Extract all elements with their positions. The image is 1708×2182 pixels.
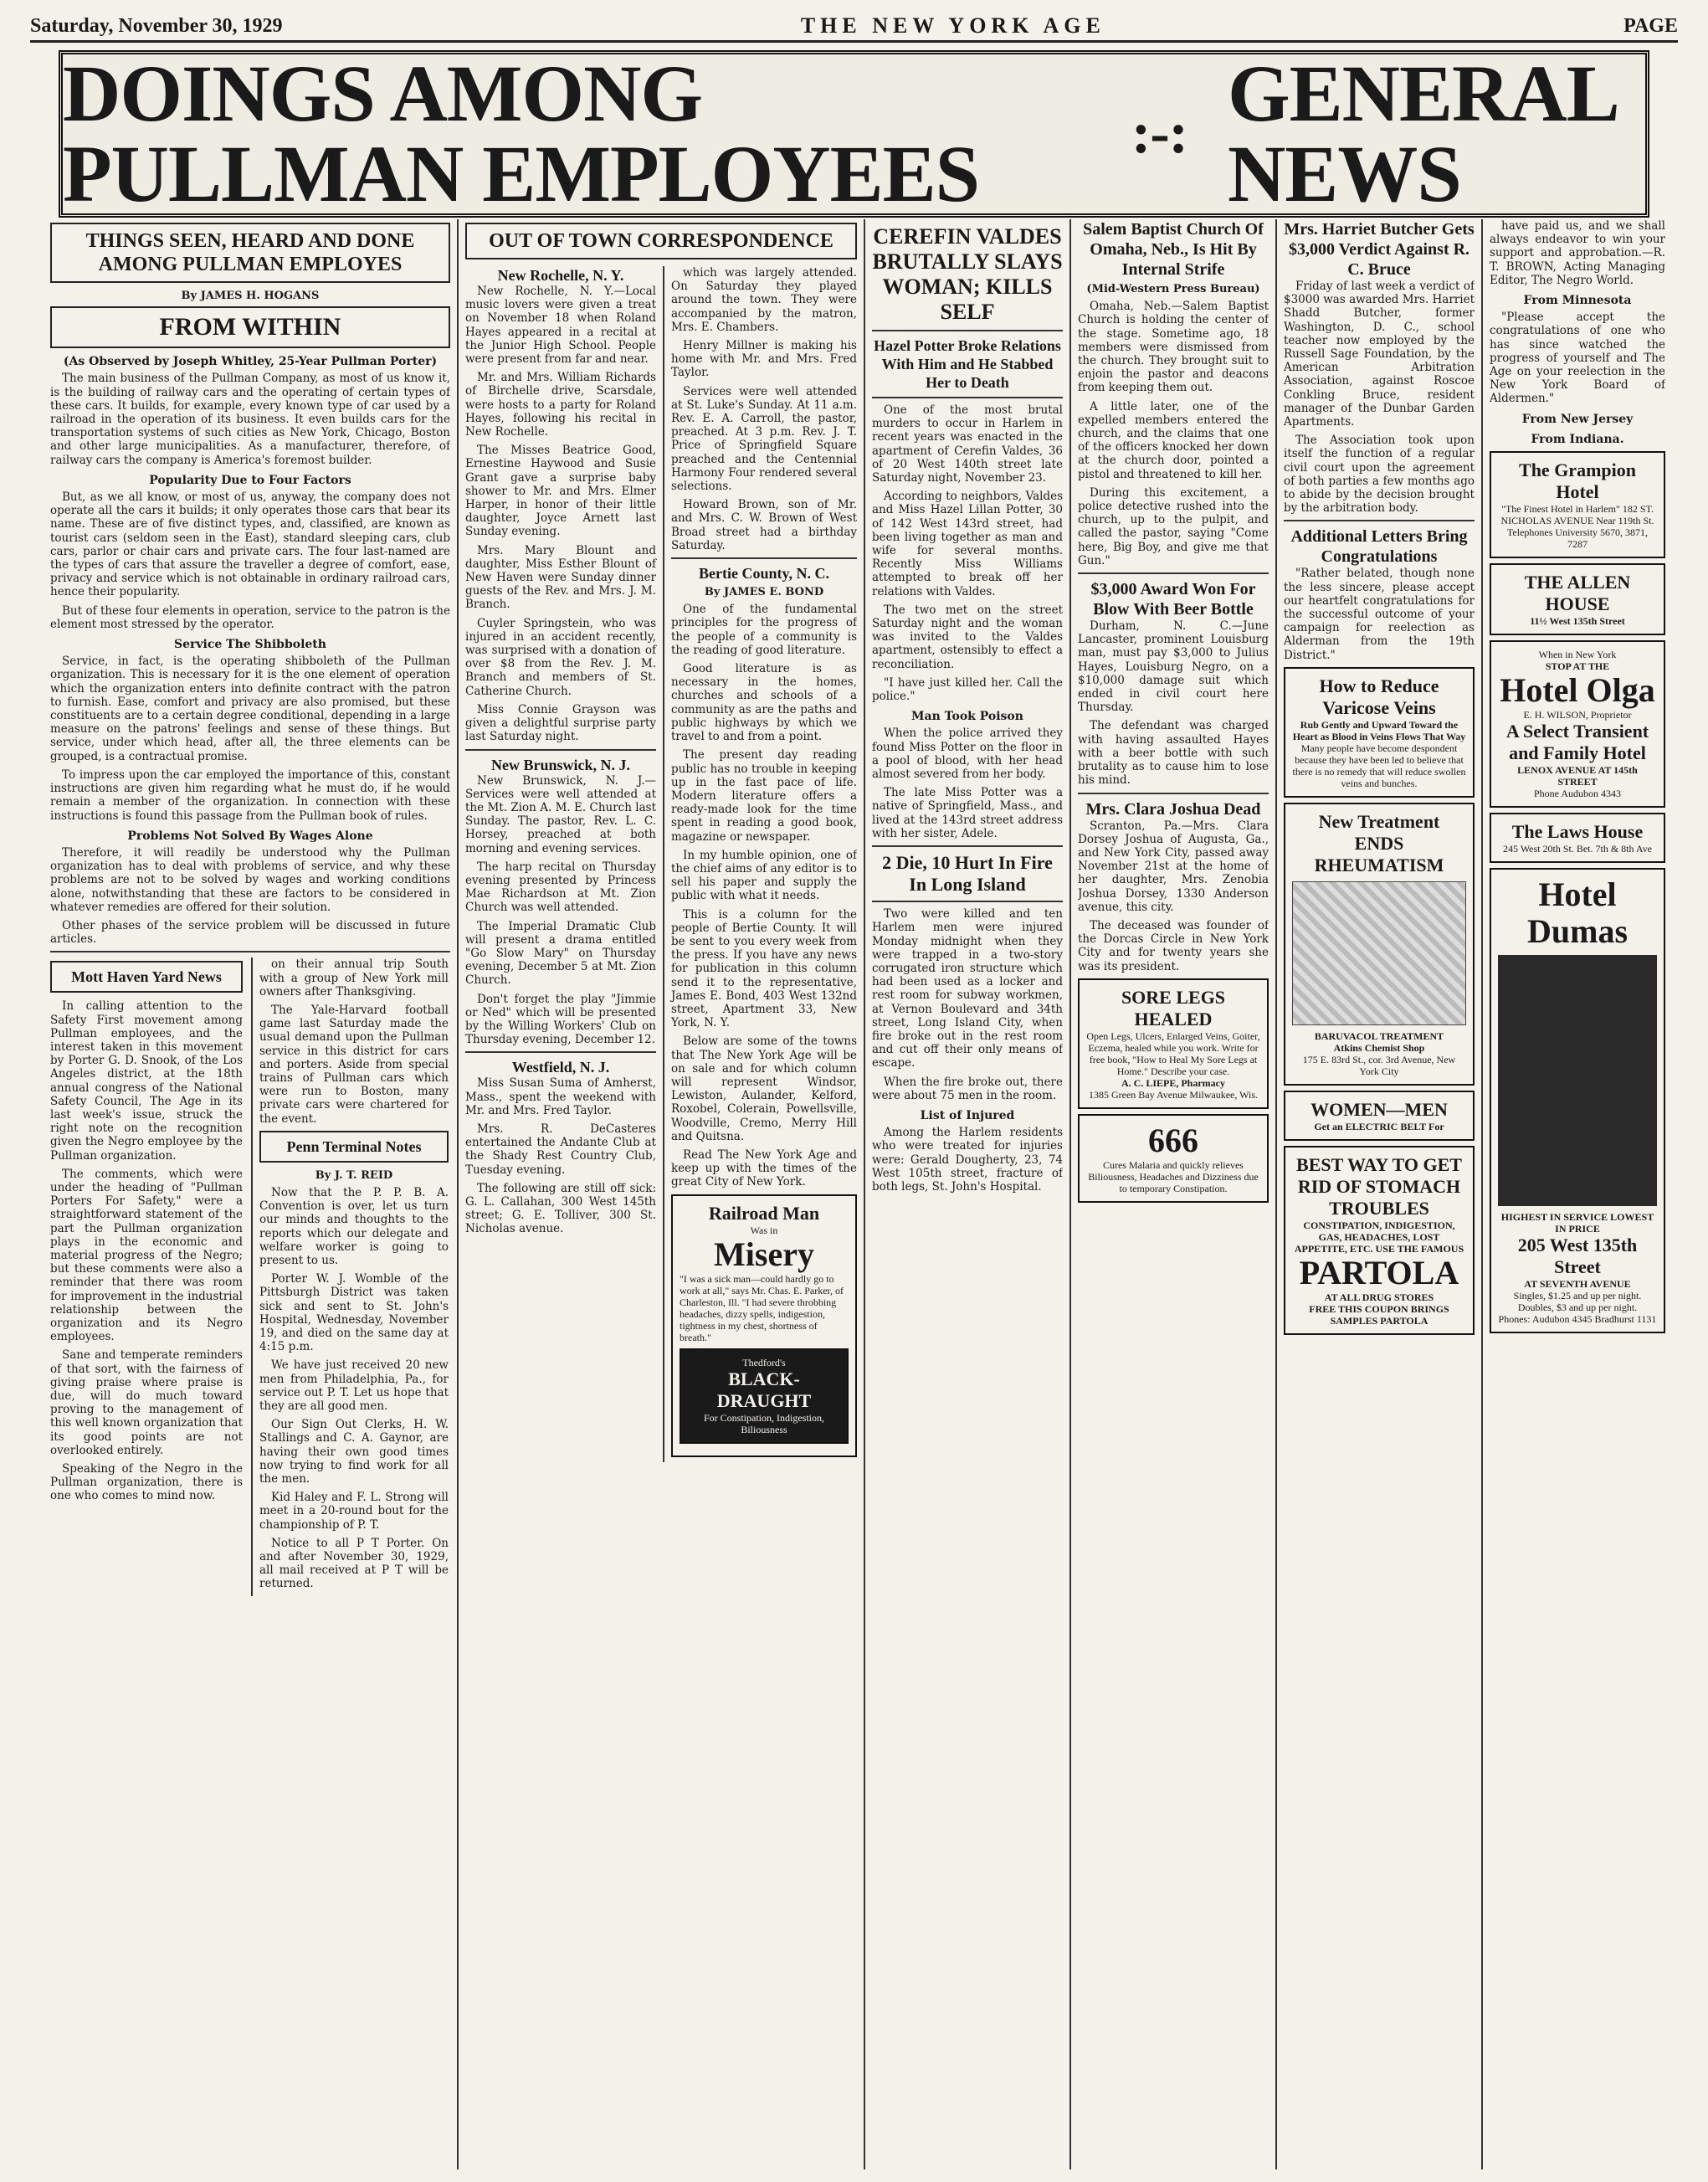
- ad-headline: New Treatment ENDS RHEUMATISM: [1314, 810, 1444, 875]
- article-paragraph: The two met on the street Saturday night and the woman was invited to the Valdes apartment, ostensibly to effect a reconciliation.: [872, 603, 1063, 671]
- new-brunswick-headline: New Brunswick, N. J.: [490, 756, 630, 773]
- column-rule: [457, 219, 459, 2169]
- paper-name: THE NEW YORK AGE: [800, 13, 1105, 38]
- ad-headline: How to Reduce Varicose Veins: [1319, 675, 1439, 718]
- ad-brand-name: Hotel Dumas: [1526, 875, 1628, 951]
- column-pullman: [50, 219, 450, 2169]
- ad-address: 175 E. 83rd St., cor. 3rd Avenue, New York City: [1302, 1053, 1456, 1077]
- mott-haven-headline: Mott Haven Yard News: [71, 968, 222, 986]
- page-banner: [59, 50, 1649, 218]
- article-paragraph: Howard Brown, son of Mr. and Mrs. C. W. Brown of West Broad street had a birthday Saturday.: [671, 498, 857, 552]
- black-draught-ad: [671, 1194, 857, 1457]
- article-paragraph: In my humble opinion, one of the chief aims of any editor is to sell his paper and supply the public with what it needs.: [671, 848, 857, 903]
- article-paragraph: Miss Susan Suma of Amherst, Mass., spent the weekend with Mr. and Mrs. Fred Taylor.: [465, 1076, 656, 1117]
- ad-number: 666: [1148, 1121, 1198, 1159]
- ad-subhead: CONSTIPATION, INDIGESTION, GAS, HEADACHES, LOST APPETITE, ETC. USE THE FAMOUS: [1294, 1219, 1464, 1255]
- ad-body: A Select Transient and Family Hotel: [1505, 721, 1649, 764]
- grampion-hotel-ad: [1490, 451, 1665, 558]
- article-paragraph: We have just received 20 new men from Philadelphia, Pa., for service out P. T. Let us hope that they are all good men.: [259, 1358, 449, 1414]
- article-paragraph: During this excitement, a police detective rushed into the church, up to the pulpit, and called the pastor, saying "Come here, Big Boy, and give me that Gun.": [1078, 485, 1269, 567]
- article-paragraph: Miss Connie Grayson was given a delightful surprise party last Saturday night.: [465, 702, 656, 744]
- subhead: Man Took Poison: [911, 710, 1023, 724]
- article-paragraph: The Misses Beatrice Good, Ernestine Haywood and Susie Grant gave a surprise baby shower to Mr. and Mrs. Elmer Harper, in honor of their little daughter, Joyce Arnett last Sunday evening.: [465, 444, 656, 539]
- column-rule: [864, 219, 865, 2169]
- ad-avenue: AT SEVENTH AVENUE: [1524, 1278, 1631, 1291]
- ad-headline: SORE LEGS HEALED: [1121, 986, 1226, 1029]
- ad-rates: Singles, $1.25 and up per night. Doubles, $3 and up per night.: [1513, 1290, 1642, 1314]
- ad-address: 1385 Green Bay Avenue Milwaukee, Wis.: [1088, 1088, 1259, 1101]
- page-number: PAGE: [1623, 14, 1678, 37]
- subhead: Problems Not Solved By Wages Alone: [127, 829, 373, 843]
- divider: [872, 330, 1063, 331]
- article-paragraph: Henry Millner is making his home with Mr. and Mrs. Fred Taylor.: [671, 339, 857, 380]
- ad-phone: Phones: Audubon 4345 Bradhurst 1131: [1498, 1313, 1657, 1326]
- press-dateline: (Mid-Western Press Bureau): [1086, 283, 1260, 295]
- divider: [50, 951, 450, 952]
- bertie-headline: Bertie County, N. C.: [699, 565, 829, 583]
- article-paragraph: One of the fundamental principles for the progress of the people of a community is the reading of good literature.: [671, 603, 857, 657]
- article-paragraph: Our Sign Out Clerks, H. W. Stallings and C. A. Gaynor, are having their own good times now trying to find work for all the men.: [259, 1418, 449, 1486]
- bertie-column: [663, 266, 857, 1462]
- article-paragraph: The following are still off sick: G. L. Callahan, 300 West 145th street; G. E. Tolliver, 300 St. Nicholas avenue.: [465, 1181, 656, 1236]
- column-butcher: [1284, 219, 1475, 2169]
- subhead: From Indiana.: [1531, 432, 1624, 446]
- ad-body: Open Legs, Ulcers, Enlarged Veins, Goiter, Eczema, healed while you work. Write for free book, "How to Heal My Sore Legs at Home." Describe your case.: [1086, 1029, 1260, 1077]
- article-paragraph: Read The New York Age and keep up with the times of the great City of New York.: [671, 1147, 857, 1189]
- article-paragraph: But, as we all know, or most of us, anyway, the company does not operate all the cars it builds; it only operates those cars that bear its name. These are of five distinct types, and, classified, are known as tourist cars (seldom seen in the East), standard sleeping cars, club cars, parlor or chair cars and private cars. The four last-named are the types of cars that assure the traveller a degree of comfort, ease, privacy and service which is not obtainable in ordinary railroad cars, hence their popularity.: [50, 490, 450, 599]
- penn-column: [251, 958, 449, 1595]
- hotel-dumas-ad: [1490, 868, 1665, 1333]
- ad-brand-name: The Laws House: [1511, 821, 1644, 843]
- ad-headline: Railroad Man: [708, 1202, 820, 1224]
- banner-separator: :-:: [1131, 101, 1187, 166]
- mott-haven-box: [50, 961, 243, 993]
- article-paragraph: Services were well attended at St. Luke's Sunday. At 11 a.m. Rev. E. A. Carroll, the pastor, preached. At 3 p.m. Rev. J. T. Price of Springfield Square preached and the Centennial Harmony Four rendered several selections.: [671, 384, 857, 494]
- column-out-of-town: [465, 219, 857, 2169]
- fire-headline: 2 Die, 10 Hurt In Fire In Long Island: [882, 852, 1053, 896]
- ad-address: LENOX AVENUE AT 145th STREET: [1517, 764, 1638, 788]
- article-paragraph: "Please accept the congratulations of one who has since watched the progress of yourself and The Age on your reelection in the New York Board of Aldermen.": [1490, 311, 1665, 406]
- article-paragraph: Good literature is as necessary in the homes, churches and schools of a community as are the paths and public highways by which we travel to and from a point.: [671, 662, 857, 744]
- ad-brand-use: For Constipation, Indigestion, Biliousness: [704, 1411, 824, 1435]
- ad-phone: Phone Audubon 4343: [1533, 788, 1621, 800]
- butcher-headline: Mrs. Harriet Butcher Gets $3,000 Verdict Against R. C. Bruce: [1284, 220, 1475, 279]
- new-rochelle-headline: New Rochelle, N. Y.: [497, 267, 624, 284]
- article-paragraph: Scranton, Pa.—Mrs. Clara Dorsey Joshua of Augusta, Ga., and New York City, passed away November 21st at the home of her daughter, Mrs. Zenobia Joshua Dorsey, 1330 Anderson avenue, this city.: [1078, 819, 1269, 914]
- penn-terminal-headline: Penn Terminal Notes: [286, 1137, 422, 1155]
- column-valdes: [872, 219, 1063, 2169]
- ad-coupon: FREE THIS COUPON BRINGS SAMPLES PARTOLA: [1309, 1302, 1449, 1327]
- ad-footer: AT ALL DRUG STORES: [1324, 1291, 1434, 1303]
- divider: [872, 397, 1063, 398]
- ad-name: BARUVACOL TREATMENT: [1314, 1029, 1444, 1042]
- article-paragraph: When the police arrived they found Miss Potter on the floor in a pool of blood, with her head almost severed from her body.: [872, 726, 1063, 782]
- laws-house-ad: [1490, 813, 1665, 863]
- article-paragraph: The deceased was founder of the Dorcas Circle in New York City and for twenty years she was its president.: [1078, 918, 1269, 973]
- pullman-headline: THINGS SEEN, HEARD AND DONE AMONG PULLMAN EMPLOYES: [85, 230, 415, 275]
- ad-tagline: HIGHEST IN SERVICE LOWEST IN PRICE: [1500, 1211, 1654, 1235]
- column-salem: [1078, 219, 1269, 2169]
- ad-headline: WOMEN—MEN: [1310, 1098, 1448, 1120]
- out-of-town-box: [465, 223, 857, 259]
- ad-address: 245 West 20th St. Bet. 7th & 8th Ave: [1503, 843, 1652, 855]
- pullman-byline: By JAMES H. HOGANS: [181, 290, 320, 302]
- article-paragraph: The harp recital on Thursday evening presented by Princess Mae Richardson at Mt. Zion Church was well attended.: [465, 860, 656, 915]
- subhead: Popularity Due to Four Factors: [149, 473, 351, 487]
- article-paragraph: Omaha, Neb.—Salem Baptist Church is holding the center of the stage. Sometime ago, 18 members were dismissed from the church. They brought suit to enjoin the pastor and deacons from keeping them out.: [1078, 300, 1269, 395]
- penn-byline: By J. T. REID: [315, 1168, 393, 1182]
- article-paragraph: Sane and temperate reminders of that sort, with the fairness of giving praise where praise is due, will do much toward proving to the management of this well known organization that its good points are not overlooked entirely.: [50, 1348, 243, 1457]
- mott-haven-column: [50, 958, 251, 1507]
- column-hotels: [1490, 219, 1665, 2169]
- column-grid: [50, 219, 1665, 2169]
- divider: [1078, 793, 1269, 794]
- article-paragraph: Among the Harlem residents who were treated for injuries were: Gerald Dougherty, 23, 74 West 105th street, fracture of both legs, St. John's Hospital.: [872, 1126, 1063, 1194]
- allen-house-ad: [1490, 563, 1665, 635]
- article-paragraph: Mrs. R. DeCasteres entertained the Andante Club at the Shady Rest Country Club, Tuesday evening.: [465, 1122, 656, 1177]
- joshua-headline: Mrs. Clara Joshua Dead: [1085, 799, 1261, 819]
- bertie-byline: By JAMES E. BOND: [704, 586, 824, 599]
- subhead: From New Jersey: [1521, 412, 1634, 426]
- from-within-box: [50, 306, 450, 348]
- valdes-headline: CEREFIN VALDES BRUTALLY SLAYS WOMAN; KILLS SELF: [872, 224, 1063, 324]
- divider: [1078, 572, 1269, 574]
- article-paragraph: In calling attention to the Safety First movement among Pullman employees, and the interest taken in this movement by Porter G. D. Snook, of the Los Angeles district, at the 18th annual congress of the National Safety Council, The Age in its last week's issue, struck the right note on the recognition given the Negro employee by the Pullman organization.: [50, 999, 243, 1163]
- article-paragraph: The late Miss Potter was a native of Springfield, Mass., and lived at the 143rd street address with her sister, Adele.: [872, 786, 1063, 840]
- article-paragraph: Cuyler Springstein, who was injured in an accident recently, was surprised with a donation of over $8 from the Rev. J. M. Branch and members of St. Catherine Church.: [465, 616, 656, 698]
- subhead: Service The Shibboleth: [174, 638, 326, 652]
- article-paragraph: Two were killed and ten Harlem men were injured Monday midnight when they were trapped in a two-story corrugated iron structure which had been used as a locker and rest room for subway workmen, at Vernon Boulevard and 34th street, Long Island City, when fire broke out in the rest room and cut off their only means of escape.: [872, 907, 1063, 1070]
- ad-subhead: Rub Gently and Upward Toward the Heart as Blood in Veins Flows That Way: [1292, 718, 1466, 742]
- article-paragraph: The present day reading public has no trouble in keeping up in the fast pace of life. Modern literature offers a ready-made look for the time spent in reading a good book, magazine or newspaper.: [671, 748, 857, 844]
- article-paragraph: Durham, N. C.—June Lancaster, prominent Louisburg man, must pay $3,000 to Julius Hayes, Louisburg Negro, on a $10,000 damage suit which ended in civil court here Thursday.: [1078, 619, 1269, 715]
- ad-body: Many people have become despondent because they have been led to believe that there is no remedy that will reduce swollen veins and bunches.: [1292, 742, 1466, 789]
- divider: [872, 845, 1063, 847]
- ad-brand-box: [680, 1348, 849, 1444]
- hotel-olga-ad: [1490, 640, 1665, 808]
- ad-phone: Telephones University 5670, 3871, 7287: [1506, 526, 1649, 551]
- 666-ad: [1078, 1114, 1269, 1203]
- article-paragraph: "Rather belated, though none the less sincere, please accept our heartfelt congratulations for the successful outcome of your campaign for reelection as Alderman from the 19th District.": [1284, 567, 1475, 662]
- article-paragraph: have paid us, and we shall always endeavor to win your support and approbation.—R. T. BROWN, Acting Managing Editor, The Negro World.: [1490, 219, 1665, 287]
- ad-subhead: Get an ELECTRIC BELT For: [1314, 1120, 1444, 1132]
- salem-headline: Salem Baptist Church Of Omaha, Neb., Is Hit By Internal Strife: [1083, 220, 1264, 279]
- subhead: From Minnesota: [1523, 294, 1632, 308]
- ad-line: STOP AT THE: [1545, 660, 1610, 673]
- ad-misery: Misery: [714, 1235, 814, 1273]
- subhead: List of Injured: [920, 1108, 1015, 1122]
- ad-was: Was in: [750, 1224, 778, 1236]
- column-rule: [1481, 219, 1483, 2169]
- article-paragraph: Don't forget the play "Jimmie or Ned" which will be presented by the Willing Workers' Club on Thursday evening, December 12.: [465, 992, 656, 1047]
- rheumatism-ad: [1284, 803, 1475, 1086]
- ad-brand-name: THE ALLEN HOUSE: [1524, 572, 1631, 615]
- westfield-headline: Westfield, N. J.: [511, 1059, 610, 1076]
- ad-line: When in New York: [1538, 649, 1617, 661]
- article-paragraph: Speaking of the Negro in the Pullman organization, there is one who comes to mind now.: [50, 1462, 243, 1503]
- column-rule: [1069, 219, 1071, 2169]
- article-paragraph: The Yale-Harvard football game last Saturday made the usual demand upon the Pullman service in this district for cars and porters. Aside from special trains of Pullman cars which were run to Boston, many private cars were chartered for the event.: [259, 1003, 449, 1126]
- article-paragraph: on their annual trip South with a group of New York mill owners after Thanksgiving.: [259, 958, 449, 999]
- article-paragraph: The defendant was charged with having assaulted Hayes with a beer bottle with such brutality as to cause him to lose his mind.: [1078, 719, 1269, 788]
- article-paragraph: According to neighbors, Valdes and Miss Hazel Lillan Potter, 30 of 142 West 143rd street, had been living together as man and wife for several months. Recently Miss Williams attempted to break off her relations with Valdes.: [872, 490, 1063, 598]
- electric-belt-ad: [1284, 1091, 1475, 1141]
- ad-shop: Atkins Chemist Shop: [1333, 1041, 1425, 1054]
- from-within-title: FROM WITHIN: [159, 313, 341, 341]
- pullman-headline-box: [50, 223, 450, 283]
- article-paragraph: "I have just killed her. Call the police.": [872, 675, 1063, 704]
- sore-legs-ad: [1078, 978, 1269, 1109]
- banner-left: DOINGS AMONG PULLMAN EMPLOYEES: [63, 49, 980, 218]
- article-paragraph: One of the most brutal murders to occur in Harlem in recent years was enacted in the apartment of Cerefin Valdes, 36 of 20 West 140th street late Saturday night, November 23.: [872, 403, 1063, 485]
- banner-right: GENERAL NEWS: [1227, 49, 1615, 218]
- article-paragraph: which was largely attended. On Saturday they played around the town. They were accompanied by the matron, Mrs. E. Chambers.: [671, 266, 857, 334]
- article-paragraph: Mr. and Mrs. William Richards of Birchelle drive, Scarsdale, were hosts to a party for Roland Hayes, following his recital in New Rochelle.: [465, 371, 656, 439]
- article-paragraph: This is a column for the people of Bertie County. It will be sent to you every week from the press. If you have any news for publication in this column send it to the representative, James E. Bond, 403 West 132nd street, Apartment 33, New York, N. Y.: [671, 907, 857, 1030]
- article-paragraph: But of these four elements in operation, service to the patron is the element most stressed by the operator.: [50, 603, 450, 631]
- ad-body: "I was a sick man—could hardly go to work at all," says Mr. Chas. E. Parker, of Charleston, Ill. "I had severe throbbing headaches, dizzy spells, indigestion, tightness in my chest, shortness of breath.": [680, 1272, 844, 1343]
- article-paragraph: Mrs. Mary Blount and daughter, Miss Esther Blount of New Haven were Sunday dinner guests of the Rev. and Mrs. J. M. Branch.: [465, 543, 656, 612]
- article-paragraph: Below are some of the towns that The New York Age will be on sale and for which column will represent Windsor, Lewiston, Aulander, Kelford, Roxobel, Colerain, Powellsville, Woodville, Cremo, Merry Hill and Quitsna.: [671, 1035, 857, 1143]
- article-paragraph: The comments, which were under the heading of "Pullman Porters For Safety," were a straightforward statement of the part the Pullman organization plays in the economic and material progress of the Negro; but these comments were also a reminder that there was room for improvement in the industrial relationship between the organization and its Negro employees.: [50, 1167, 243, 1344]
- issue-date: Saturday, November 30, 1929: [30, 14, 283, 37]
- ad-brand-maker: Thedford's: [742, 1356, 786, 1368]
- ad-address: 205 West 135th Street: [1517, 1235, 1638, 1278]
- article-paragraph: New Brunswick, N. J.—Services were well attended at the Mt. Zion A. M. E. Church last Sunday. The pastor, Rev. L. C. Horsey, preached at both morning and evening services.: [465, 773, 656, 855]
- article-paragraph: Porter W. J. Womble of the Pittsburgh District was taken sick and sent to St. John's Hospital, Wednesday, November 19, and died on the same day at 4:15 p.m.: [259, 1272, 449, 1354]
- article-paragraph: New Rochelle, N. Y.—Local music lovers were given a treat on November 18 when Roland Hayes appeared in a recital at the Junior High School. People were present from far and near.: [465, 285, 656, 367]
- article-paragraph: To impress upon the car employed the importance of this, constant instructions are given him regarding what he must do, if he would remain a member of the organization. In connection with these instructions is found this passage from the Pullman book of rules.: [50, 768, 450, 823]
- ad-headline: BEST WAY TO GET RID OF STOMACH TROUBLES: [1296, 1153, 1462, 1219]
- column-rule: [1275, 219, 1277, 2169]
- article-paragraph: Notice to all P T Porter. On and after November 30, 1929, all mail received at P T will be returned.: [259, 1536, 449, 1591]
- hotel-photo: [1498, 955, 1657, 1206]
- ad-brand-name: PARTOLA: [1299, 1253, 1459, 1291]
- article-paragraph: The Association took upon itself the function of a regular civil court upon the agreement of both parties a few months ago to abide by the decision brought by the arbitration body.: [1284, 434, 1475, 516]
- observed-by: (As Observed by Joseph Whitley, 25-Year Pullman Porter): [63, 355, 438, 369]
- article-paragraph: Therefore, it will readily be understood why the Pullman organization has to deal with problems of service, and why these problems are not to be solved by wages and working conditions alone, notwithstanding that these are factors to be considered in whatever remedies are offered for their solution.: [50, 845, 450, 914]
- folio-line: [30, 12, 1678, 43]
- article-paragraph: Kid Haley and F. L. Strong will meet in a 20-round bout for the championship of P. T.: [259, 1491, 449, 1532]
- divider: [465, 1051, 656, 1053]
- partola-ad: [1284, 1146, 1475, 1335]
- ad-name: A. C. LIEPE, Pharmacy: [1121, 1076, 1225, 1089]
- article-paragraph: When the fire broke out, there were about 75 men in the room.: [872, 1075, 1063, 1102]
- award-headline: $3,000 Award Won For Blow With Beer Bottle: [1090, 580, 1256, 619]
- valdes-deck: Hazel Potter Broke Relations With Him and He Stabbed Her to Death: [874, 337, 1061, 391]
- ad-brand-name: BLACK-DRAUGHT: [716, 1368, 812, 1411]
- ad-brand-name: The Grampion Hotel: [1519, 460, 1636, 503]
- article-paragraph: The main business of the Pullman Company, as most of us know it, is the building of railway cars and the operating of certain types of these cars. It builds, for example, every known type of car used by a railroad in the operation of its business. It even builds cars for the transportation systems of such cities as New York, Chicago, Boston and other large municipalities. As a manufacturer, therefore, of railway cars the company is America's foremost builder.: [50, 372, 450, 467]
- penn-terminal-box: [259, 1131, 449, 1163]
- divider: [671, 557, 857, 559]
- varicose-ad: [1284, 667, 1475, 798]
- out-of-town-headline: OUT OF TOWN CORRESPONDENCE: [489, 230, 833, 252]
- ad-proprietor: E. H. WILSON, Proprietor: [1523, 709, 1632, 721]
- ad-illustration: [1292, 881, 1466, 1025]
- article-paragraph: The Imperial Dramatic Club will present a drama entitled "Go Slow Mary" on Thursday evening, December 5 at Mt. Zion Church.: [465, 919, 656, 988]
- article-paragraph: Other phases of the service problem will be discussed in future articles.: [50, 918, 450, 947]
- letters-headline: Additional Letters Bring Congratulations: [1290, 527, 1468, 567]
- article-paragraph: A little later, one of the expelled members entered the church, and the claims that one of the officers knocked her down at the church door, pointed a pistol and threatened to kill her.: [1078, 399, 1269, 481]
- article-paragraph: Service, in fact, is the operating shibboleth of the Pullman organization. This is necessary for it is the one element of operation which the organization enters into definite contract with the patron to furnish. Ease, comfort and privacy are also promised, but these constituents are to a certain degree conditional, depending in a large measure on the patrons' feelings and sense of these things. But service, under which head, after all, the three elements can be grouped, is a contractual promise.: [50, 655, 450, 763]
- ad-address: 11½ West 135th Street: [1530, 615, 1625, 628]
- divider: [1284, 520, 1475, 521]
- article-paragraph: Friday of last week a verdict of $3000 was awarded Mrs. Harriet Shadd Butcher, former Washington, D. C., school teacher now employed by the Russell Sage Foundation, by the American Arbitration Association, against Roscoe Conkling Bruce, resident manager of the Dunbar Garden Apartments.: [1284, 280, 1475, 429]
- ad-body: "The Finest Hotel in Harlem" 182 ST. NICHOLAS AVENUE Near 119th St.: [1500, 503, 1654, 527]
- ad-brand-name: Hotel Olga: [1500, 671, 1655, 710]
- article-paragraph: Now that the P. P. B. A. Convention is over, let us turn our minds and thoughts to the reports which our delegate and welfare worker is going to present to us.: [259, 1185, 449, 1267]
- divider: [872, 901, 1063, 902]
- new-rochelle-column: [465, 266, 663, 1241]
- divider: [465, 749, 656, 751]
- ad-body: Cures Malaria and quickly relieves Biliousness, Headaches and Dizziness due to temporary Constipation.: [1088, 1158, 1259, 1194]
